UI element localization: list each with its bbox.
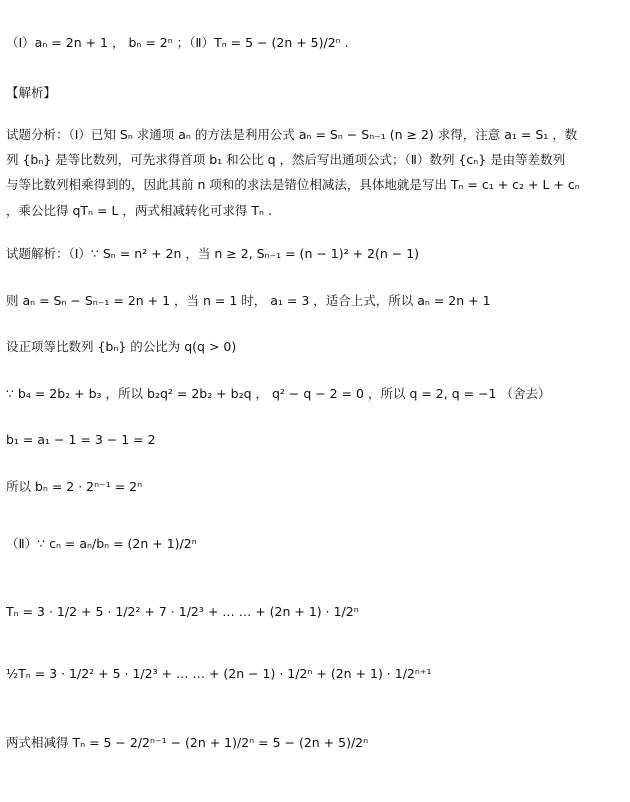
- solution-line-4: ∵ b₄ = 2b₂ + b₃ ，所以 b₂q² = 2b₂ + b₂q ， q² − q − 2 = 0 ，所以 q = 2, q = −1 （舍去）: [6, 386, 551, 401]
- answer-line: （Ⅰ）aₙ = 2n + 1 ， bₙ = 2ⁿ ；（Ⅱ）Tₙ = 5 − (2n + 5)/2ⁿ .: [6, 35, 349, 50]
- solution-line-2: 则 aₙ = Sₙ − Sₙ₋₁ = 2n + 1 ，当 n = 1 时， a₁ = 3 ，适合上式，所以 aₙ = 2n + 1: [6, 293, 491, 308]
- solution-line-8: Tₙ = 3 · 1/2 + 5 · 1/2² + 7 · 1/2³ + … … + (2n + 1) · 1/2ⁿ: [6, 604, 359, 619]
- section-heading: 【解析】: [6, 85, 57, 100]
- analysis-line-2: 列 {bₙ} 是等比数列，可先求得首项 b₁ 和公比 q ，然后写出通项公式；（Ⅱ）数列 {cₙ} 是由等差数列: [6, 152, 566, 167]
- solution-line-7: （Ⅱ）∵ cₙ = aₙ/bₙ = (2n + 1)/2ⁿ: [6, 536, 197, 551]
- solution-line-9: ½Tₙ = 3 · 1/2² + 5 · 1/2³ + … … + (2n − 1) · 1/2ⁿ + (2n + 1) · 1/2ⁿ⁺¹: [6, 666, 432, 681]
- solution-line-1: 试题解析：（Ⅰ）∵ Sₙ = n² + 2n ，当 n ≥ 2, Sₙ₋₁ = (n − 1)² + 2(n − 1): [6, 246, 420, 261]
- solution-line-5: b₁ = a₁ − 1 = 3 − 1 = 2: [6, 432, 156, 447]
- solution-line-10: 两式相减得 Tₙ = 5 − 2/2ⁿ⁻¹ − (2n + 1)/2ⁿ = 5 − (2n + 5)/2ⁿ: [6, 735, 369, 750]
- analysis-line-1: 试题分析：（Ⅰ）已知 Sₙ 求通项 aₙ 的方法是利用公式 aₙ = Sₙ − Sₙ₋₁ (n ≥ 2) 求得，注意 a₁ = S₁ ，数: [6, 127, 578, 142]
- analysis-line-3: 与等比数列相乘得到的，因此其前 n 项和的求法是错位相减法，具体地就是写出 Tₙ = c₁ + c₂ + L + cₙ: [6, 177, 580, 192]
- solution-line-6: 所以 bₙ = 2 · 2ⁿ⁻¹ = 2ⁿ: [6, 479, 143, 494]
- analysis-line-4: ，乘公比得 qTₙ = L ，两式相减转化可求得 Tₙ .: [6, 203, 272, 218]
- solution-line-3: 设正项等比数列 {bₙ} 的公比为 q(q > 0): [6, 339, 237, 354]
